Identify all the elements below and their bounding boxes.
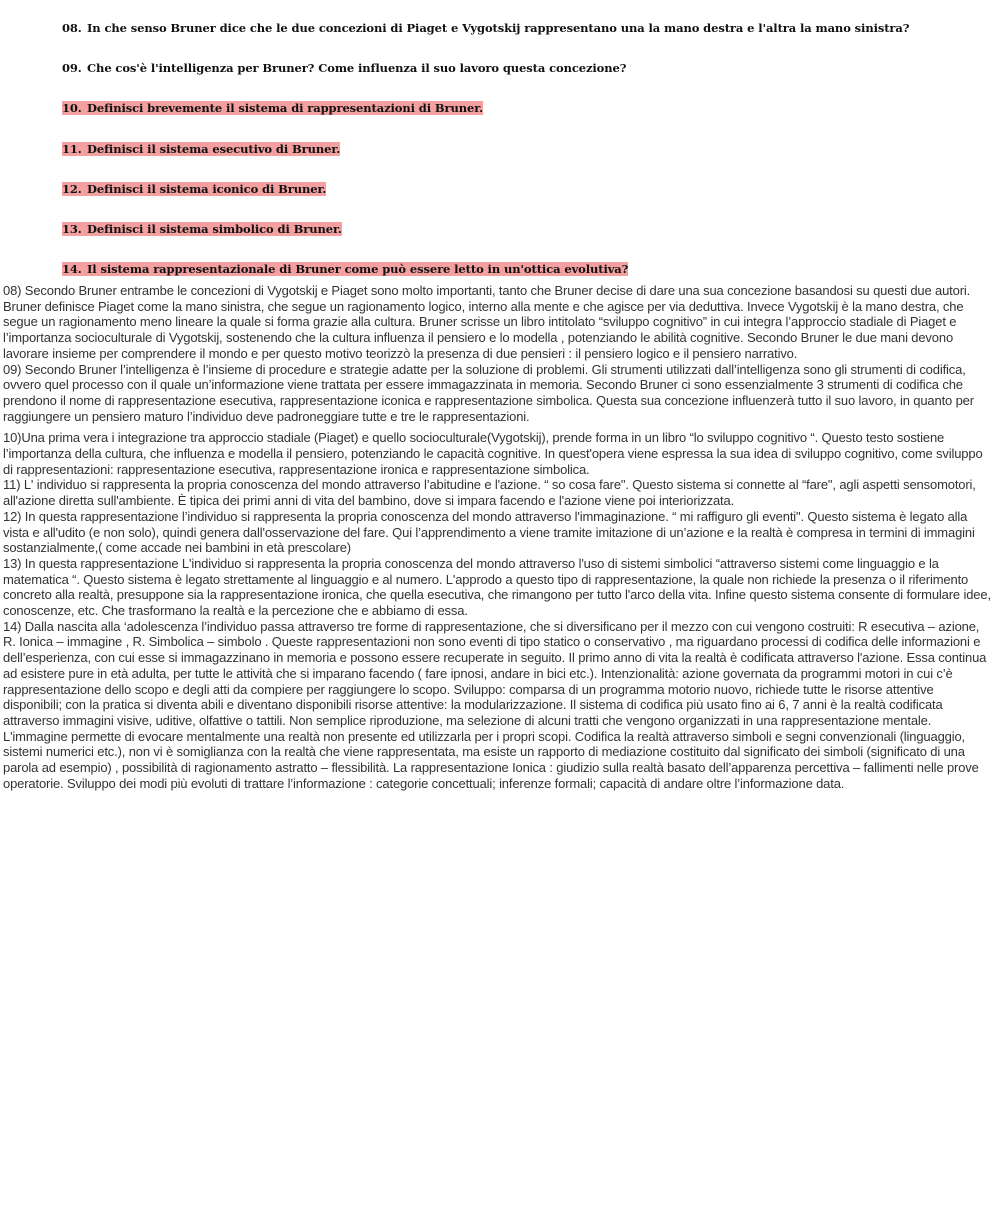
question-number: 14.	[62, 262, 82, 277]
question-number: 10.	[62, 101, 82, 116]
question-text: Definisci il sistema simbolico di Bruner.	[87, 221, 342, 236]
question-text: Definisci il sistema esecutivo di Bruner.	[87, 141, 341, 156]
question-08	[62, 20, 962, 36]
question-text: Che cos'è l'intelligenza per Bruner? Come influenza il suo lavoro questa concezione?	[87, 61, 627, 76]
answer-list	[3, 283, 995, 792]
question-number: 09.	[62, 61, 82, 76]
question-text: Il sistema rappresentazionale di Bruner come può essere letto in un'ottica evolutiva?	[87, 262, 629, 277]
answer-10: 10)Una prima vera i integrazione tra approccio stadiale (Piaget) e quello socioculturale(Vygotskij), prende forma in un libro “lo sviluppo cognitivo “. Questo testo sostiene l’importanza della cultura, che influenza e modella il pensiero, potenziando le capacità cognitive. In quest'opera viene espressa la sua idea di sviluppo cognitivo, come sviluppo di rappresentazioni: rappresentazione esecutiva, rappresentazione ironica e rappresentazione simbolica.	[3, 430, 983, 477]
question-text: In che senso Bruner dice che le due concezioni di Piaget e Vygotskij rappresentano una la mano destra e l'altra la mano sinistra?	[87, 21, 910, 35]
question-09	[62, 60, 962, 76]
answer-14: 14) Dalla nascita alla ‘adolescenza l’individuo passa attraverso tre forme di rappresentazione, che si diversificano per il mezzo con cui vengono costruiti: R esecutiva – azione, R. Ionica – immagine , R. Simbolica – simbolo . Queste rappresentazioni non sono eventi di tipo statico o conservativo , ma riguardano processi di codifica delle informazioni e dell’esperienza, con cui esse si immagazzinano in memoria e possono essere recuperate in seguito. Il primo anno di vita la realtà è codificata attraverso l'azione. Essa continua ad esistere pure in età adulta, per tutte le attività che si imparano facendo ( fare ipnosi, andare in bici etc.). Intenzionalità: azione governata da programmi motori in cui c’è rappresentazione dello scopo e degli atti da compiere per raggiungere lo scopo. Sviluppo: comparsa di un programma motorio nuovo, richiede tutte le risorse attentive disponibili; con la pratica si diventa abili e diventano disponibili risorse attentive: la modularizzazione. Il sistema di codifica più usato fino ai 6, 7 anni è la realtà codificata attraverso immagini visive, uditive, olfattive o tattili. Non semplice riproduzione, ma selezione di alcuni tratti che vengono organizzati in una rappresentazione mentale. L'immagine permette di evocare mentalmente una realtà non presente ed utilizzarla per i propri scopi. Codifica la realtà attraverso simboli e segni convenzionali (linguaggio, sistemi numerici etc.), non vi è somiglianza con la realtà che viene rappresentata, ma esiste un rapporto di mediazione costituito dal significato dei simboli (significato di una parola ad esempio) , possibilità di ragionamento astratto – flessibilità. La rappresentazione Ionica : giudizio sulla realtà basato dell’apparenza percettiva – fallimenti nelle prove operatorie. Sviluppo dei modi più evoluti di trattare l’informazione : categorie concettuali; inferenze formali; capacità di andare oltre l’informazione data.	[3, 618, 987, 791]
answer-11: 11) L' individuo si rappresenta la propria conoscenza del mondo attraverso l’abitudine e l'azione. “ so cosa fare". Questo sistema si connette al “fare", agli aspetti sensomotori, all'azione diretta sull'ambiente. È tipica dei primi anni di vita del bambino, dove si impara facendo e l'azione viene poi interiorizzata.	[3, 477, 976, 509]
answer-13: 13) In questa rappresentazione L'individuo si rappresenta la propria conoscenza del mondo attraverso l'uso di sistemi simbolici “attraverso sistemi come linguaggio e la matematica “. Questo sistema è legato strettamente al linguaggio e al numero. L'approdo a questo tipo di rappresentazione, la quale non richiede la presenza o il riferimento concreto alla realtà, presuppone sia la rappresentazione ironica, che quella esecutiva, che rimangono per tutto l'arco della vita. Infine questo sistema consente di formulare idee, conoscenze, etc. Che trasformano la realtà e la percezione che e abbiamo di essa.	[3, 555, 991, 619]
question-14	[62, 261, 962, 277]
question-11	[62, 141, 962, 157]
question-text: Definisci il sistema iconico di Bruner.	[87, 181, 327, 196]
answer-09: 09) Secondo Bruner l’intelligenza è l’insieme di procedure e strategie adatte per la soluzione di problemi. Gli strumenti utilizzati dall’intelligenza sono gli strumenti di codifica, ovvero quel processo con il quale un’informazione viene trattata per essere immagazzinata in memoria. Secondo Bruner ci sono essenzialmente 3 strumenti di codifica che prendono il nome di rappresentazione esecutiva, rappresentazione iconica e rappresentazione simbolica. Questa sua concezione influenzerà tutto il suo lavoro, in quanto per raggiungere un pensiero maturo l’individuo deve padroneggiare tutte e tre le rappresentazioni.	[3, 361, 974, 424]
question-number: 13.	[62, 221, 82, 236]
question-12	[62, 181, 962, 197]
answer-08: 08) Secondo Bruner entrambe le concezioni di Vygotskij e Piaget sono molto importanti, tanto che Bruner decise di dare una sua concezione basandosi su questi due autori. Bruner definisce Piaget come la mano sinistra, che segue un ragionamento logico, interno alla mente e che agisce per via deduttiva. Invece Vygotskij è la mano destra, che segue un ragionamento meno lineare la quale si forma grazie alla cultura. Bruner scrisse un libro intitolato “sviluppo cognitivo” in cui integra l’approccio stadiale di Piaget e l’importanza socioculturale di Vygotskij, sostenendo che la cultura influenza il pensiero e lo modella , potenziando le abilità cognitive. Secondo Bruner le due mani devono lavorare insieme per comprendere il mondo e per questo motivo teorizzò la presenza di due pensieri : il pensiero logico e il pensiero narrativo.	[3, 283, 971, 361]
question-list	[62, 20, 962, 301]
question-text: Definisci brevemente il sistema di rappresentazioni di Bruner.	[87, 101, 484, 116]
question-number: 12.	[62, 181, 82, 196]
question-13	[62, 221, 962, 237]
answer-12: 12) In questa rappresentazione l’individuo si rappresenta la propria conoscenza del mondo attraverso l'immaginazione. “ mi raffiguro gli eventi". Questo sistema è legato alla vista e all'udito (e non solo), quindi genera dall'osservazione del fare. Qui l’apprendimento a viene tramite imitazione di un’azione e la realtà è compresa in termini di immagini sostanzialmente,( come accade nei bambini in età prescolare)	[3, 508, 975, 556]
question-10	[62, 100, 962, 116]
question-number: 11.	[62, 141, 82, 156]
question-number: 08.	[62, 21, 82, 35]
